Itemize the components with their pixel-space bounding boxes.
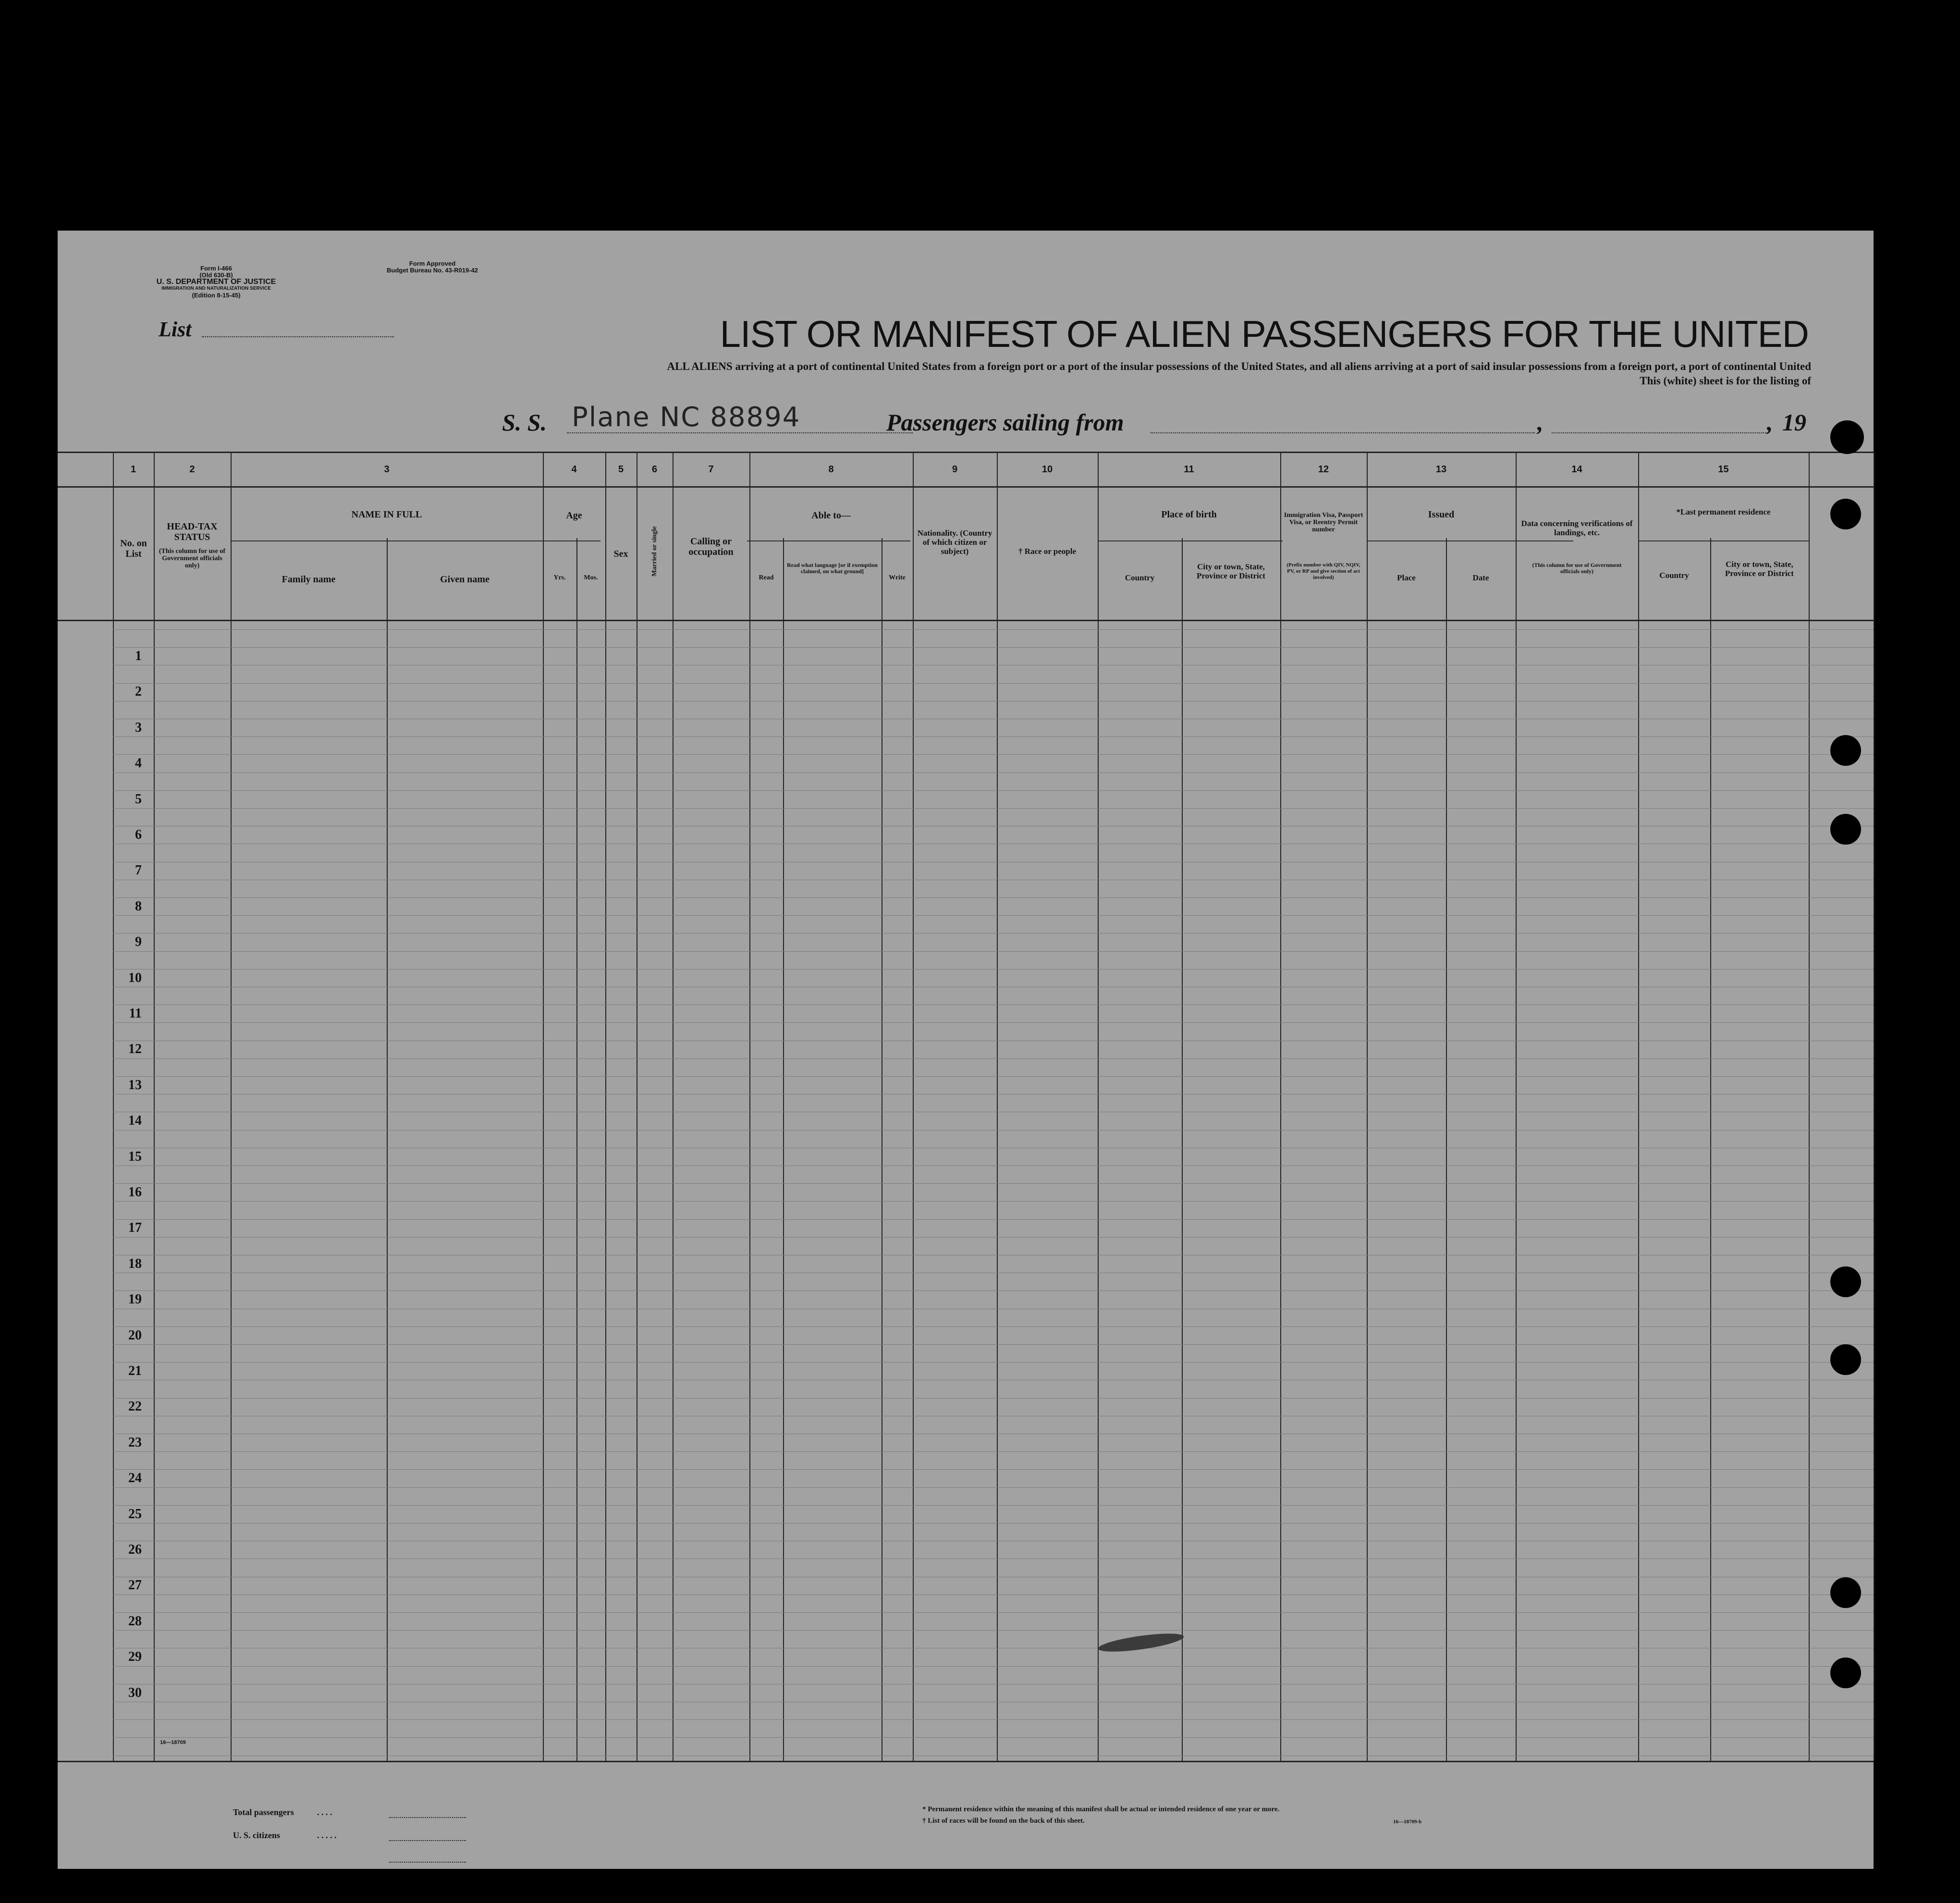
header-name-in-full: NAME IN FULL (351, 509, 422, 520)
row-number: 8 (135, 898, 142, 914)
col-num-11: 11 (1184, 464, 1194, 475)
binder-hole (1830, 420, 1864, 454)
manifest-sheet (58, 231, 1874, 1869)
total-passengers-blank (389, 1817, 466, 1818)
us-citizens-label: U. S. citizens (233, 1830, 280, 1840)
row-number: 15 (128, 1149, 142, 1164)
footer-code: 16—18709-b (1393, 1819, 1422, 1825)
header-head-tax: HEAD-TAX STATUS (167, 521, 218, 542)
sailing-from-label: Passengers sailing from (886, 409, 1124, 436)
form-id-block (135, 265, 298, 299)
print-code: 16—18709 (160, 1740, 186, 1745)
row-number: 13 (128, 1077, 142, 1093)
col-num-13: 13 (1435, 464, 1447, 475)
ruling-line (113, 1505, 1874, 1506)
ruling-line (113, 1737, 1874, 1738)
header-able-to: Able to— (811, 510, 851, 521)
service-name: IMMIGRATION AND NATURALIZATION SERVICE (161, 286, 271, 291)
footer-note-races: † List of races will be found on the back of this sheet. (922, 1817, 1085, 1825)
row-number: 12 (128, 1042, 142, 1057)
ruling-line (113, 629, 1874, 630)
col-num-9: 9 (952, 464, 958, 475)
row-number: 22 (128, 1399, 142, 1414)
footer-note-residence: * Permanent residence within the meaning of this manifest shall be actual or intended residence of one year or more. (922, 1805, 1280, 1813)
header-data-note: (This column for use of Government officials only) (1532, 562, 1622, 575)
row-number: 3 (135, 720, 142, 735)
ruling-line (113, 1362, 1874, 1363)
ruling-line (113, 647, 1874, 648)
ruling-line (113, 1022, 1874, 1023)
header-res-city: City or town, State, Province or District (1725, 560, 1794, 578)
row-number: 11 (129, 1006, 142, 1021)
ruling-line (113, 1719, 1874, 1720)
col-num-15: 15 (1718, 464, 1729, 475)
binder-hole (1830, 1657, 1861, 1688)
header-mos: Mos. (584, 574, 598, 581)
row-number: 1 (135, 649, 142, 663)
department-name: U. S. DEPARTMENT OF JUSTICE (156, 278, 276, 286)
row-number: 6 (135, 827, 142, 842)
row-number: 18 (128, 1256, 142, 1271)
col-num-7: 7 (708, 464, 714, 475)
col-num-6: 6 (651, 464, 658, 475)
row-number: 7 (135, 863, 142, 878)
row-number: 16 (128, 1185, 142, 1200)
row-number: 9 (135, 934, 142, 950)
manifest-rows (113, 620, 1874, 1761)
row-number: 21 (128, 1363, 142, 1378)
vessel-name-blank (567, 432, 913, 433)
col-num-14: 14 (1571, 464, 1582, 475)
header-issued-place: Place (1397, 573, 1416, 582)
ruling-line (113, 1344, 1874, 1345)
row-number: 28 (128, 1613, 142, 1629)
total-passengers-dots: . . . . (317, 1807, 332, 1817)
ruling-line (113, 951, 1874, 952)
header-write: Write (889, 574, 906, 581)
budget-bureau-number: Budget Bureau No. 43-R019-42 (387, 267, 478, 274)
header-age: Age (566, 510, 582, 521)
ruling-line (113, 1469, 1874, 1470)
row-number: 24 (128, 1471, 142, 1486)
us-citizens-dots: . . . . . (317, 1830, 337, 1840)
row-number: 26 (128, 1542, 142, 1557)
sailing-port-blank (1151, 432, 1535, 433)
ruling-line (113, 1058, 1874, 1059)
header-visa-note: (Prefix number with QIV, NQIV, PV, or RP and give section of act involved) (1286, 562, 1360, 580)
header-read: Read (759, 574, 774, 581)
form-old-number: (Old 630-B) (199, 271, 233, 279)
ruling-line (113, 969, 1874, 970)
ruling-line (113, 754, 1874, 755)
ruling-line (113, 1451, 1874, 1452)
row-number: 19 (128, 1292, 142, 1307)
row-number: 20 (128, 1327, 142, 1343)
header-issued: Issued (1428, 509, 1455, 520)
col-num-1: 1 (130, 464, 136, 475)
header-data-landings: Data concerning verifications of landings, etc. (1521, 519, 1633, 537)
header-birth-city: City or town, State, Province or District (1197, 562, 1265, 580)
header-no-on-list: No. on List (120, 538, 147, 559)
total-passengers-label: Total passengers (233, 1807, 294, 1817)
header-family-name: Family name (282, 574, 336, 585)
ruling-line (113, 1183, 1874, 1184)
form-edition: (Edition 8-15-45) (192, 292, 241, 299)
header-last-residence: *Last permanent residence (1676, 507, 1771, 516)
row-number: 23 (128, 1435, 142, 1450)
ruling-line (113, 1666, 1874, 1667)
ruling-line (113, 1630, 1874, 1631)
col-num-2: 2 (189, 464, 195, 475)
binder-hole (1830, 735, 1861, 766)
ruling-line (113, 1487, 1874, 1488)
header-res-country: Country (1659, 571, 1689, 580)
form-number: Form I-466 (200, 265, 232, 272)
header-visa: Immigration Visa, Passport Visa, or Reentry Permit number (1284, 512, 1363, 533)
row-number: 25 (128, 1506, 142, 1522)
ruling-line (113, 1612, 1874, 1613)
header-birth-country: Country (1125, 573, 1155, 582)
row-number: 2 (135, 684, 142, 700)
sailing-date-blank (1552, 432, 1768, 433)
binder-hole (1830, 499, 1861, 529)
row-number: 14 (128, 1113, 142, 1129)
header-married-single: Married or single (651, 526, 658, 577)
ruling-line (113, 808, 1874, 809)
binder-hole (1830, 1344, 1861, 1375)
col-num-4: 4 (571, 464, 577, 475)
ruling-line (113, 1201, 1874, 1202)
form-subtitle: ALL ALIENS arriving at a port of continental United States from a foreign port or a port of the insular possessions of the United States, and all aliens arriving at a port of said insular possessions from a foreign port, a port of continental United (667, 360, 1811, 372)
list-number-blank (202, 336, 394, 337)
list-label: List (159, 318, 192, 341)
ruling-line (113, 1290, 1874, 1291)
binder-hole (1830, 1577, 1861, 1608)
ruling-line (113, 1076, 1874, 1077)
vessel-name-handwritten: Plane NC 88894 (572, 402, 801, 433)
row-number: 27 (128, 1578, 142, 1593)
row-number: 29 (128, 1649, 142, 1665)
col-num-5: 5 (618, 464, 624, 475)
binder-hole (1830, 814, 1861, 845)
year-prefix: 19 (1782, 409, 1806, 436)
approval-block (355, 260, 509, 274)
header-calling: Calling or occupation (688, 536, 734, 557)
header-sex: Sex (613, 549, 628, 559)
ruling-line (113, 1237, 1874, 1238)
form-approved: Form Approved (409, 260, 456, 267)
comma-2: , (1767, 409, 1773, 436)
ss-label: S. S. (502, 409, 547, 436)
ruling-line (113, 1219, 1874, 1220)
col-num-12: 12 (1318, 464, 1329, 475)
header-issued-date: Date (1472, 573, 1489, 582)
footer-extra-blank (389, 1862, 466, 1863)
row-number: 30 (128, 1685, 142, 1700)
ruling-line (113, 1326, 1874, 1327)
header-race: † Race or people (1018, 547, 1077, 556)
ruling-line (113, 1398, 1874, 1399)
us-citizens-blank (389, 1840, 466, 1841)
form-subtitle-continued: This (white) sheet is for the listing of (1640, 375, 1811, 387)
ruling-line (113, 915, 1874, 916)
col-num-8: 8 (828, 464, 834, 475)
header-read-language: Read what language [or if exemption claimed, on what ground] (787, 562, 878, 575)
header-nationality: Nationality. (Country of which citizen or subject) (917, 528, 992, 556)
row-number: 10 (128, 970, 142, 985)
comma: , (1537, 409, 1544, 436)
row-number: 17 (128, 1220, 142, 1236)
header-yrs: Yrs. (553, 574, 566, 581)
header-given-name: Given name (440, 574, 490, 585)
binder-hole (1830, 1266, 1861, 1297)
ruling-line (113, 790, 1874, 791)
col-num-3: 3 (384, 464, 390, 475)
row-number: 5 (135, 791, 142, 807)
ruling-line (113, 897, 1874, 898)
ruling-line (113, 683, 1874, 684)
header-head-tax-note: (This column for use of Government officials only) (159, 548, 226, 569)
header-place-of-birth: Place of birth (1161, 509, 1217, 520)
row-number: 4 (135, 756, 142, 771)
form-title: LIST OR MANIFEST OF ALIEN PASSENGERS FOR THE UNITED (720, 313, 1809, 355)
col-num-10: 10 (1041, 464, 1053, 475)
